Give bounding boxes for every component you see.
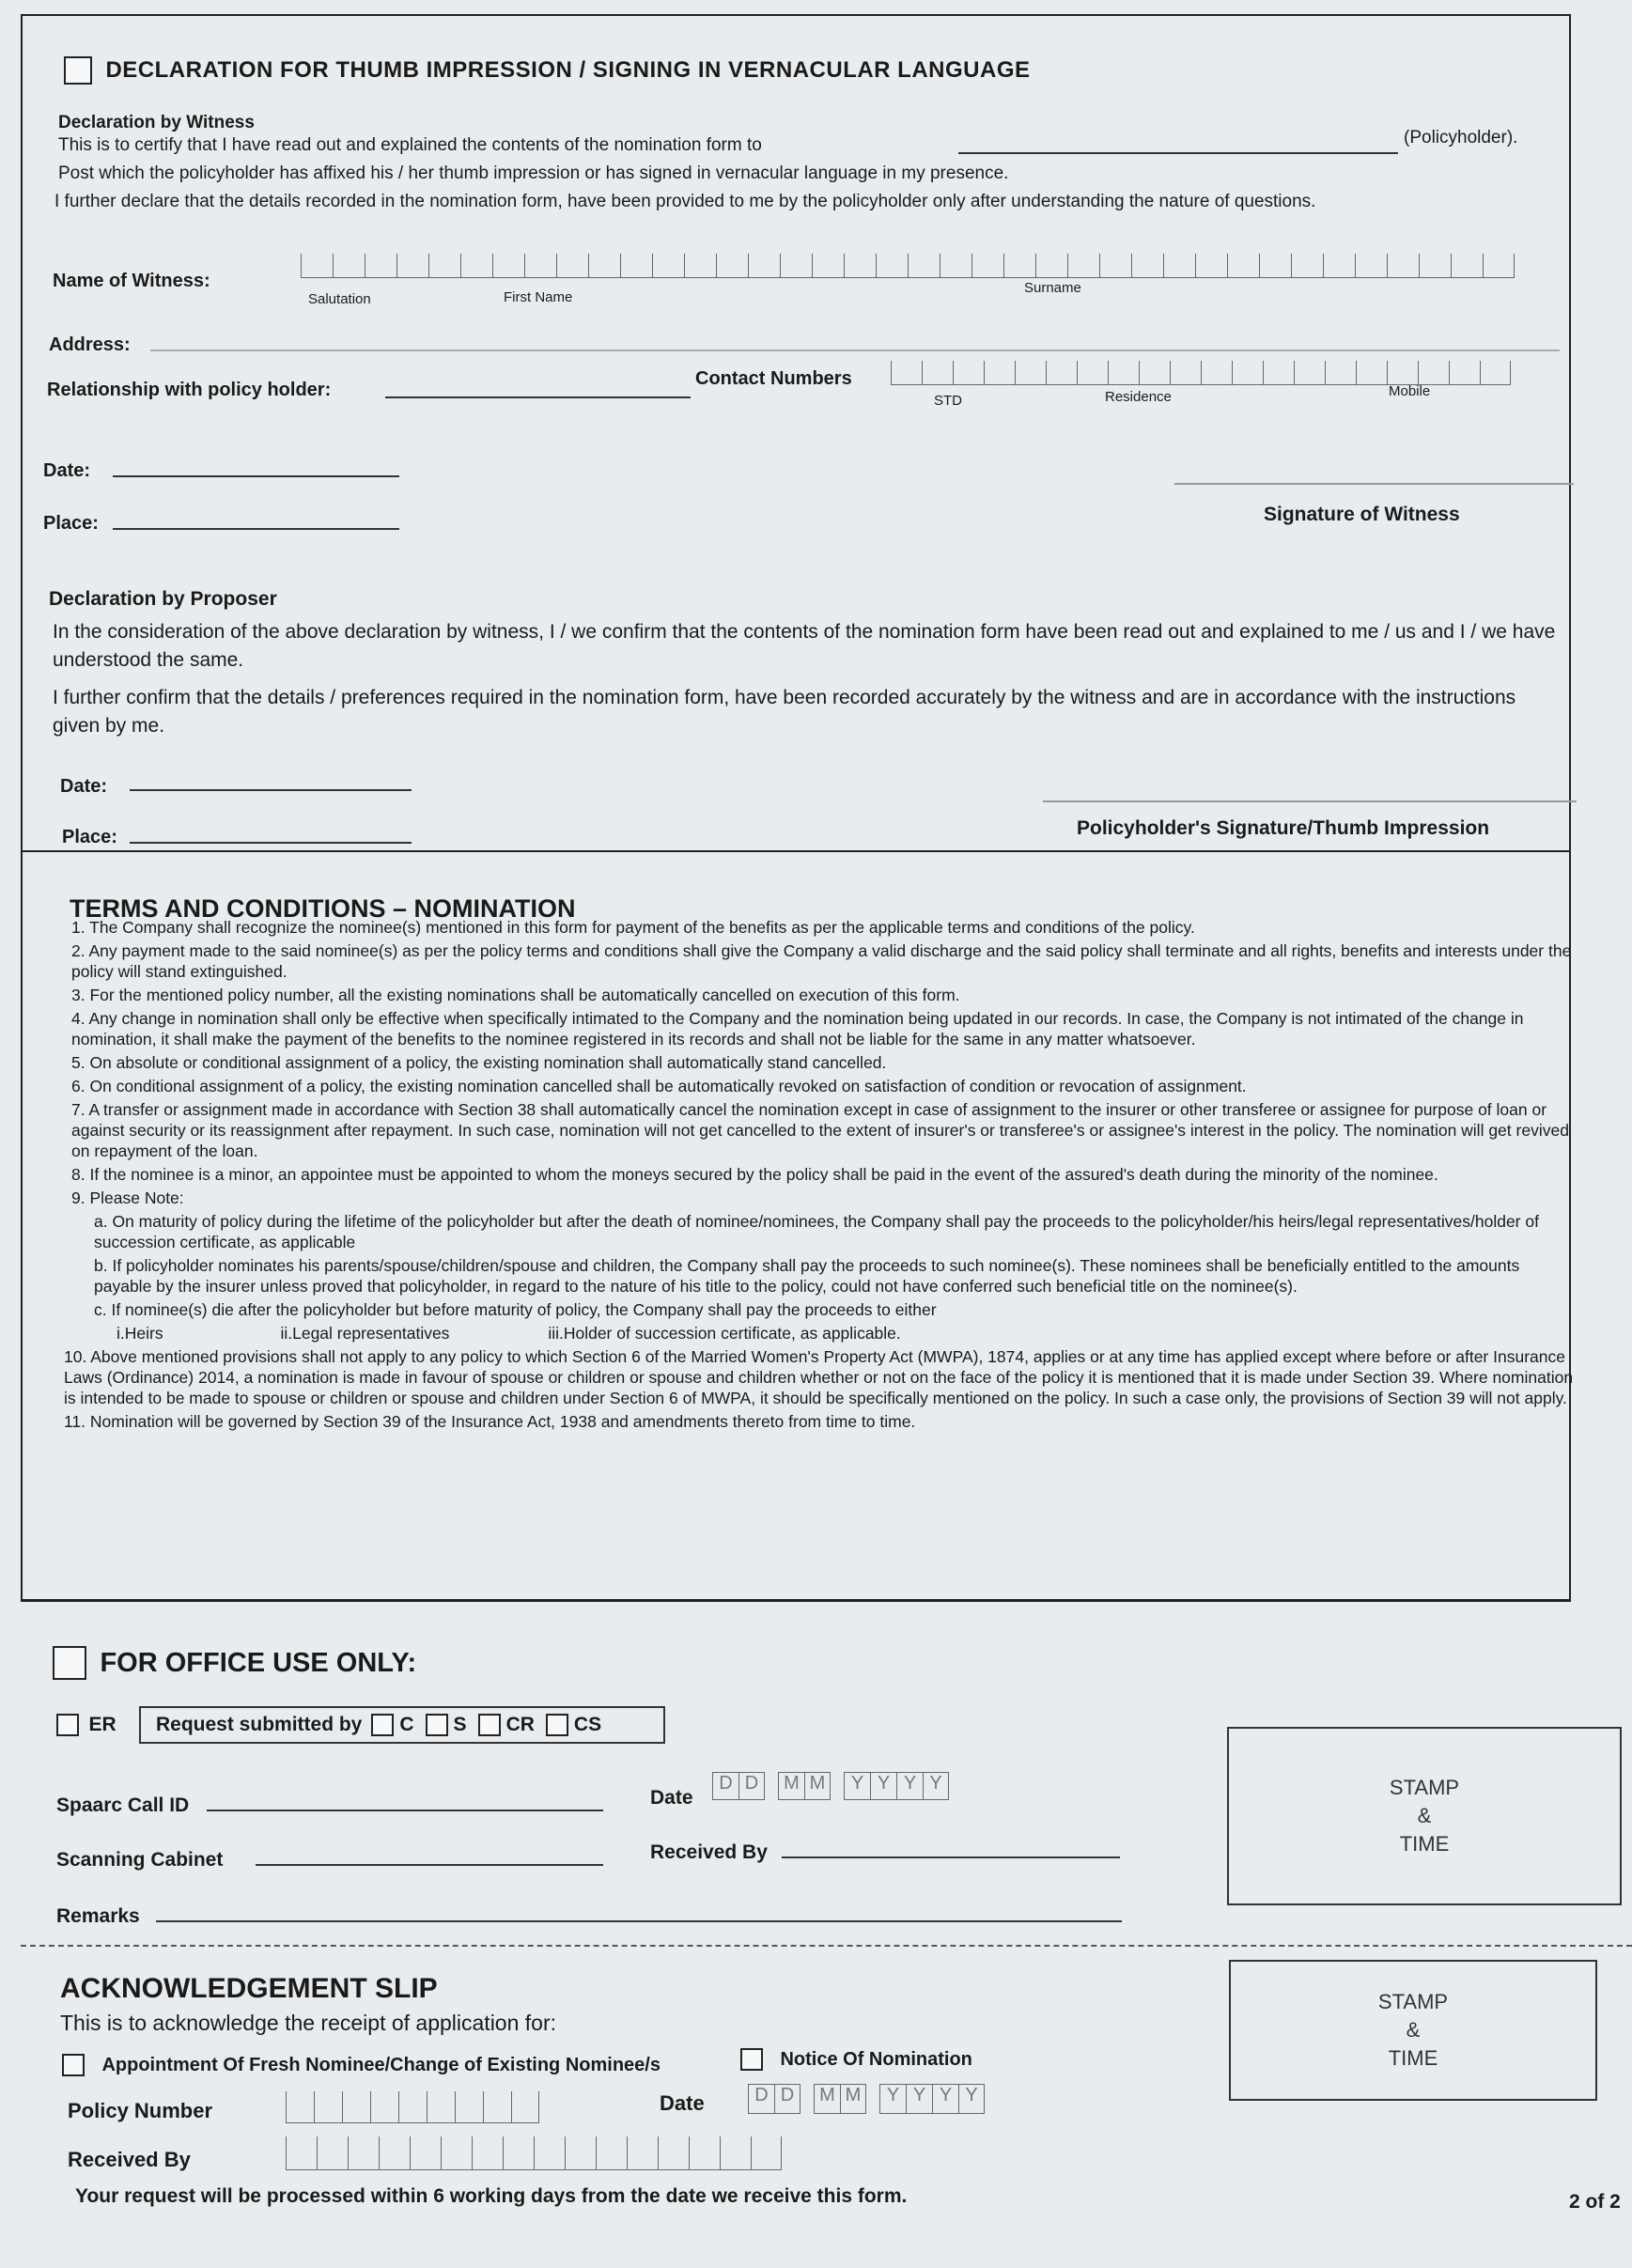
remarks-field[interactable] — [156, 1920, 1122, 1922]
office-date-boxes[interactable] — [712, 1772, 949, 1800]
proposer-signature-field[interactable] — [1043, 800, 1577, 802]
cr-checkbox[interactable] — [478, 1714, 501, 1736]
date-box: D — [712, 1772, 738, 1800]
er-checkbox[interactable] — [56, 1714, 79, 1736]
terms-note-c-options — [71, 1323, 1575, 1344]
terms-item-11: 11. Nomination will be governed by Section 39 of the Insurance Act, 1938 and amendments thereto from time to time. — [64, 1412, 916, 1431]
witness-signature-field[interactable] — [1174, 483, 1574, 485]
declaration-checkbox[interactable] — [64, 56, 92, 85]
ack-option-fresh[interactable] — [62, 2054, 661, 2076]
date-box: Y — [958, 2084, 985, 2114]
cs-checkbox[interactable] — [546, 1714, 568, 1736]
office-received-field[interactable] — [782, 1856, 1120, 1858]
declaration-title: DECLARATION FOR THUMB IMPRESSION / SIGNING IN VERNACULAR LANGUAGE — [105, 57, 1031, 83]
terms-item: 9. Please Note: — [71, 1188, 184, 1207]
policy-number-label: Policy Number — [68, 2099, 213, 2122]
s-checkbox[interactable] — [426, 1714, 448, 1736]
residence-caption: Residence — [1105, 389, 1172, 405]
stamp-text: TIME — [1399, 1832, 1450, 1856]
scanning-field[interactable] — [256, 1864, 603, 1866]
terms-item: 5. On absolute or conditional assignment of a policy, the existing nomination shall automatically stand cancelled. — [71, 1053, 887, 1072]
terms-note-c: c. If nominee(s) die after the policyholder but before maturity of policy, the Company shall pay the proceeds to either — [94, 1300, 937, 1319]
witness-place-field[interactable] — [113, 528, 399, 530]
proposer-place-label: Place: — [62, 827, 117, 847]
remarks-label: Remarks — [56, 1905, 140, 1927]
address-label: Address: — [49, 334, 131, 355]
terms-note-a: a. On maturity of policy during the lifetime of the policyholder but after the death of nominee/nominees, the Company shall pay the proceeds to the policyholder/his heirs/legal representatives/holder of succession certificate, as applicable — [94, 1212, 1539, 1251]
witness-name-label: Name of Witness: — [53, 271, 210, 291]
note-c-heirs: i.Heirs — [117, 1324, 163, 1343]
stamp-text: & — [1406, 2018, 1421, 2042]
contact-boxes[interactable] — [891, 361, 1511, 385]
divider-office — [21, 1599, 1571, 1601]
s-label: S — [453, 1714, 467, 1735]
address-field[interactable] — [150, 350, 1560, 351]
witness-line3: I further declare that the details recorded in the nomination form, have been provided to me by the policyholder only after understanding the nature of questions. — [54, 192, 1316, 211]
date-box: Y — [896, 1772, 923, 1800]
ack-subtitle: This is to acknowledge the receipt of application for: — [60, 2011, 557, 2035]
office-stamp-box — [1227, 1727, 1622, 1905]
policyholder-name-field[interactable] — [958, 152, 1398, 154]
relationship-label: Relationship with policy holder: — [47, 380, 332, 400]
ack-footer: Your request will be processed within 6 working days from the date we receive this form. — [75, 2185, 908, 2207]
page-number: 2 of 2 — [1569, 2191, 1621, 2213]
date-box: Y — [932, 2084, 958, 2114]
witness-line1: This is to certify that I have read out and explained the contents of the nomination form to — [58, 135, 762, 155]
ack-stamp-box — [1229, 1960, 1597, 2101]
office-title: FOR OFFICE USE ONLY: — [100, 1647, 417, 1678]
proposer-place-field[interactable] — [130, 842, 412, 844]
date-box: M — [814, 2084, 840, 2114]
request-submitted-label: Request submitted by — [156, 1714, 363, 1735]
date-box: Y — [844, 1772, 870, 1800]
salutation-caption: Salutation — [308, 291, 371, 307]
ack-date-boxes[interactable] — [748, 2084, 985, 2114]
cut-line — [21, 1945, 1632, 1947]
er-label: ER — [88, 1714, 117, 1735]
fresh-nominee-label: Appointment Of Fresh Nominee/Change of Existing Nominee/s — [101, 2054, 661, 2075]
terms-item: 2. Any payment made to the said nominee(s) as per the policy terms and conditions shall give the Company a valid discharge and the said policy shall terminate and all rights, benefits and interests under the policy will stand extinguished. — [71, 941, 1572, 981]
first-name-caption: First Name — [504, 289, 573, 305]
c-checkbox[interactable] — [371, 1714, 394, 1736]
c-label: C — [399, 1714, 414, 1735]
terms-title: TERMS AND CONDITIONS – NOMINATION — [70, 894, 576, 923]
ack-option-notice[interactable] — [740, 2048, 972, 2071]
cs-label: CS — [573, 1714, 602, 1735]
date-box: M — [778, 1772, 804, 1800]
date-box: M — [804, 1772, 831, 1800]
proposer-p2: I further confirm that the details / preferences required in the nomination form, have been recorded accurately by the witness and are in accordance with the instructions given by me. — [53, 687, 1516, 737]
ack-received-label: Received By — [68, 2148, 191, 2171]
office-checkbox[interactable] — [53, 1646, 86, 1680]
note-c-holder: iii.Holder of succession certificate, as applicable. — [548, 1324, 901, 1343]
terms-item: 1. The Company shall recognize the nominee(s) mentioned in this form for payment of the benefits as per the applicable terms and conditions of the policy. — [71, 918, 1195, 937]
stamp-text: & — [1417, 1804, 1432, 1827]
contact-label: Contact Numbers — [695, 368, 852, 389]
terms-note-b: b. If policyholder nominates his parents/spouse/children/spouse and children, the Company shall pay the proceeds to such nominee(s). These nominees shall be beneficially entitled to the amounts payable by the insurer unless proved that policyholder, in regard to the nature of his title to the policy, could not have conferred such beneficial title on the nominee(s). — [94, 1256, 1520, 1296]
date-box: D — [748, 2084, 774, 2114]
proposer-date-field[interactable] — [130, 789, 412, 791]
proposer-heading: Declaration by Proposer — [49, 588, 277, 610]
witness-heading: Declaration by Witness — [58, 113, 255, 132]
policy-number-boxes[interactable] — [286, 2091, 539, 2123]
witness-line1-end: (Policyholder). — [1404, 128, 1518, 148]
relationship-field[interactable] — [385, 396, 691, 398]
date-box: Y — [923, 1772, 949, 1800]
er-option[interactable] — [56, 1714, 117, 1736]
sparc-label: Spaarc Call ID — [56, 1794, 190, 1816]
witness-line2: Post which the policyholder has affixed his / her thumb impression or has signed in vernacular language in my presence. — [58, 163, 1009, 183]
terms-item-10: 10. Above mentioned provisions shall not apply to any policy to which Section 6 of the Married Women's Property Act (MWPA), 1874, applies or at any time has applied except where before or after Insurance Laws (Ordinance) 2014, a nomination is made in favour of spouse or children or spouse and children whether or not on the face of the policy it is mentioned that it is made under Section 39. Where nomination is intended to be made to spouse or children or spouse and children under Section 6 of MWPA, it should be specifically mentioned on the policy. In such a case only, the provisions of Section 39 will not apply. — [64, 1347, 1574, 1407]
witness-date-field[interactable] — [113, 475, 399, 477]
terms-item: 6. On conditional assignment of a policy, the existing nomination cancelled shall be automatically revoked on satisfaction of condition or revocation of assignment. — [71, 1077, 1247, 1095]
terms-item: 3. For the mentioned policy number, all the existing nominations shall be automatically cancelled on execution of this form. — [71, 986, 960, 1004]
proposer-signature-label: Policyholder's Signature/Thumb Impression — [1077, 817, 1490, 839]
terms-list — [64, 917, 1575, 1435]
ack-date-label: Date — [660, 2091, 705, 2115]
sparc-field[interactable] — [207, 1810, 603, 1811]
declaration-header — [64, 56, 1031, 85]
request-submitted-box — [139, 1706, 665, 1744]
ack-received-boxes[interactable] — [286, 2136, 782, 2170]
stamp-text: TIME — [1388, 2046, 1438, 2070]
ack-title: ACKNOWLEDGEMENT SLIP — [60, 1973, 438, 2004]
notice-checkbox[interactable] — [740, 2048, 763, 2071]
office-received-label: Received By — [650, 1841, 768, 1863]
divider-terms — [21, 850, 1571, 852]
terms-item: 7. A transfer or assignment made in accordance with Section 38 shall automatically cancel the nomination except in case of assignment to the insurer or other transferee or assignee for purpose of loan or against security or its reassignment after repayment. In such case, nomination will not get cancelled to the extent of insurer's or transferee's or assignee's interest in the policy. The nomination will get revived on repayment of the loan. — [71, 1100, 1569, 1160]
office-header — [53, 1646, 416, 1680]
proposer-date-label: Date: — [60, 776, 108, 797]
notice-label: Notice Of Nomination — [780, 2048, 972, 2070]
date-box: Y — [879, 2084, 906, 2114]
witness-signature-label: Signature of Witness — [1264, 504, 1460, 525]
std-caption: STD — [934, 393, 962, 409]
witness-name-boxes[interactable] — [301, 254, 1515, 278]
surname-caption: Surname — [1024, 280, 1081, 296]
date-box: Y — [906, 2084, 932, 2114]
cr-label: CR — [505, 1714, 535, 1735]
date-box: M — [840, 2084, 866, 2114]
fresh-nominee-checkbox[interactable] — [62, 2054, 85, 2076]
office-date-label: Date — [650, 1787, 693, 1809]
stamp-text: STAMP — [1389, 1776, 1460, 1799]
witness-place-label: Place: — [43, 513, 99, 534]
witness-date-label: Date: — [43, 460, 91, 481]
stamp-text: STAMP — [1377, 1990, 1449, 2013]
note-c-legal: ii.Legal representatives — [280, 1324, 450, 1343]
proposer-p1: In the consideration of the above declaration by witness, I / we confirm that the contents of the nomination form have been read out and explained to me / us and I / we have understood the same. — [53, 621, 1556, 671]
date-box: D — [774, 2084, 800, 2114]
date-box: D — [738, 1772, 765, 1800]
terms-item: 8. If the nominee is a minor, an appointee must be appointed to whom the moneys secured by the policy shall be paid in the event of the assured's death during the minority of the nominee. — [71, 1165, 1438, 1184]
scanning-label: Scanning Cabinet — [56, 1849, 224, 1871]
mobile-caption: Mobile — [1389, 383, 1431, 399]
date-box: Y — [870, 1772, 896, 1800]
terms-item: 4. Any change in nomination shall only be effective when specifically intimated to the Company and the nomination being updated in our records. In case, the Company is not intimated of the change in nomination, it shall make the payment of the benefits to the nominee registered in its records and shall not be liable for the same in any matter whatsoever. — [71, 1009, 1524, 1049]
